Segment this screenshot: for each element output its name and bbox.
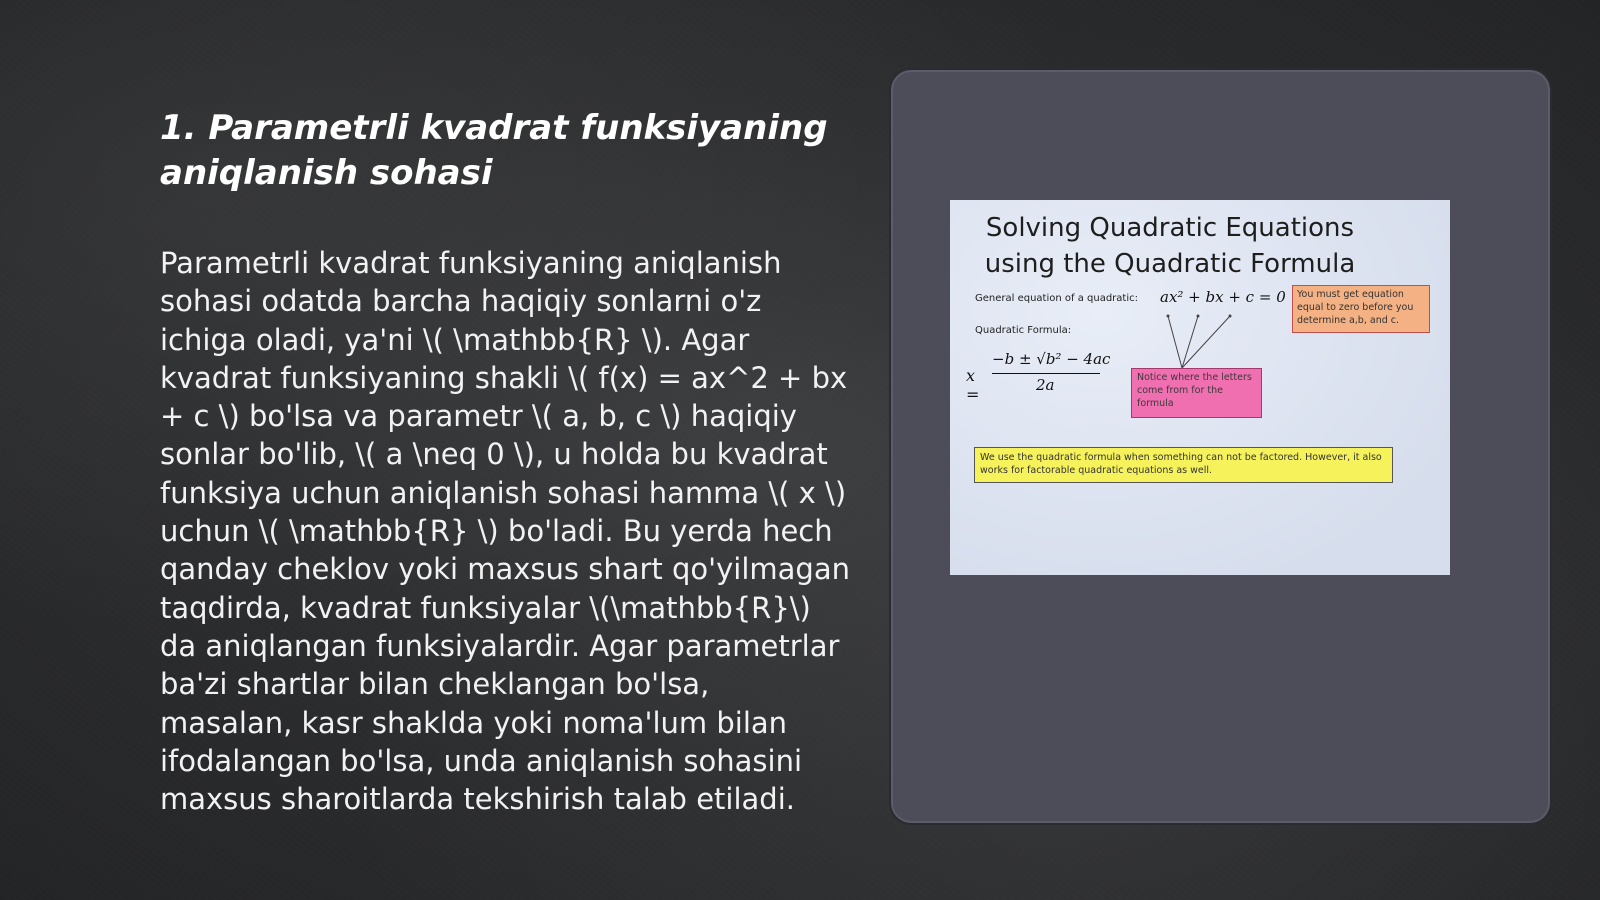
formula-numerator: −b ± √b² − 4ac xyxy=(992,350,1111,368)
general-equation-label: General equation of a quadratic: xyxy=(975,293,1138,304)
quadratic-formula-label: Quadratic Formula: xyxy=(975,325,1072,336)
body-paragraph: Parametrli kvadrat funksiyaning aniqlanish sohasi odatda barcha haqiqiy sonlarni o'z ichiga oladi, ya'ni \( \mathbb{R} \). Agar kvadrat funksiyaning shakli \( f(x) = ax^2 + bx + c \) bo'lsa va parametr \( a, b, c \) haqiqiy sonlar bo'lib, \( a \neq 0 \), u holda bu kvadrat funksiya uchun aniqlanish sohasi hamma \( x \) uchun \( \mathbb{R} \) bo'ladi. Bu yerda hech qanday cheklov yoki maxsus shart qo'yilmagan taqdirda, kvadrat funksiyalar \(\mathbb{R}\) da aniqlangan funksiyalardir. Agar parametrlar ba'zi shartlar bilan cheklangan bo'lsa, masalan, kasr shaklda yoki noma'lum bilan ifodalangan bo'lsa, unda aniqlanish sohasini maxsus sharoitlarda tekshirish talab etiladi. xyxy=(160,246,850,817)
slide-heading: 1. Parametrli kvadrat funksiyaning aniqlanish sohasi xyxy=(160,108,828,193)
embedded-title-line-2: using the Quadratic Formula xyxy=(984,249,1356,279)
formula-x: x = xyxy=(966,366,980,404)
callout-usage-note: We use the quadratic formula when something can not be factored. However, it also works for factorable quadratic equations as well. xyxy=(974,447,1393,483)
callout-letters-origin: Notice where the letters come from for the formula xyxy=(1131,368,1262,418)
general-equation: ax² + bx + c = 0 xyxy=(1160,288,1286,306)
embedded-title-line-1: Solving Quadratic Equations xyxy=(985,213,1355,243)
formula-denominator: 2a xyxy=(1036,376,1055,394)
callout-zero-equation: You must get equation equal to zero before you determine a,b, and c. xyxy=(1292,285,1430,333)
embedded-quadratic-slide xyxy=(950,200,1450,575)
